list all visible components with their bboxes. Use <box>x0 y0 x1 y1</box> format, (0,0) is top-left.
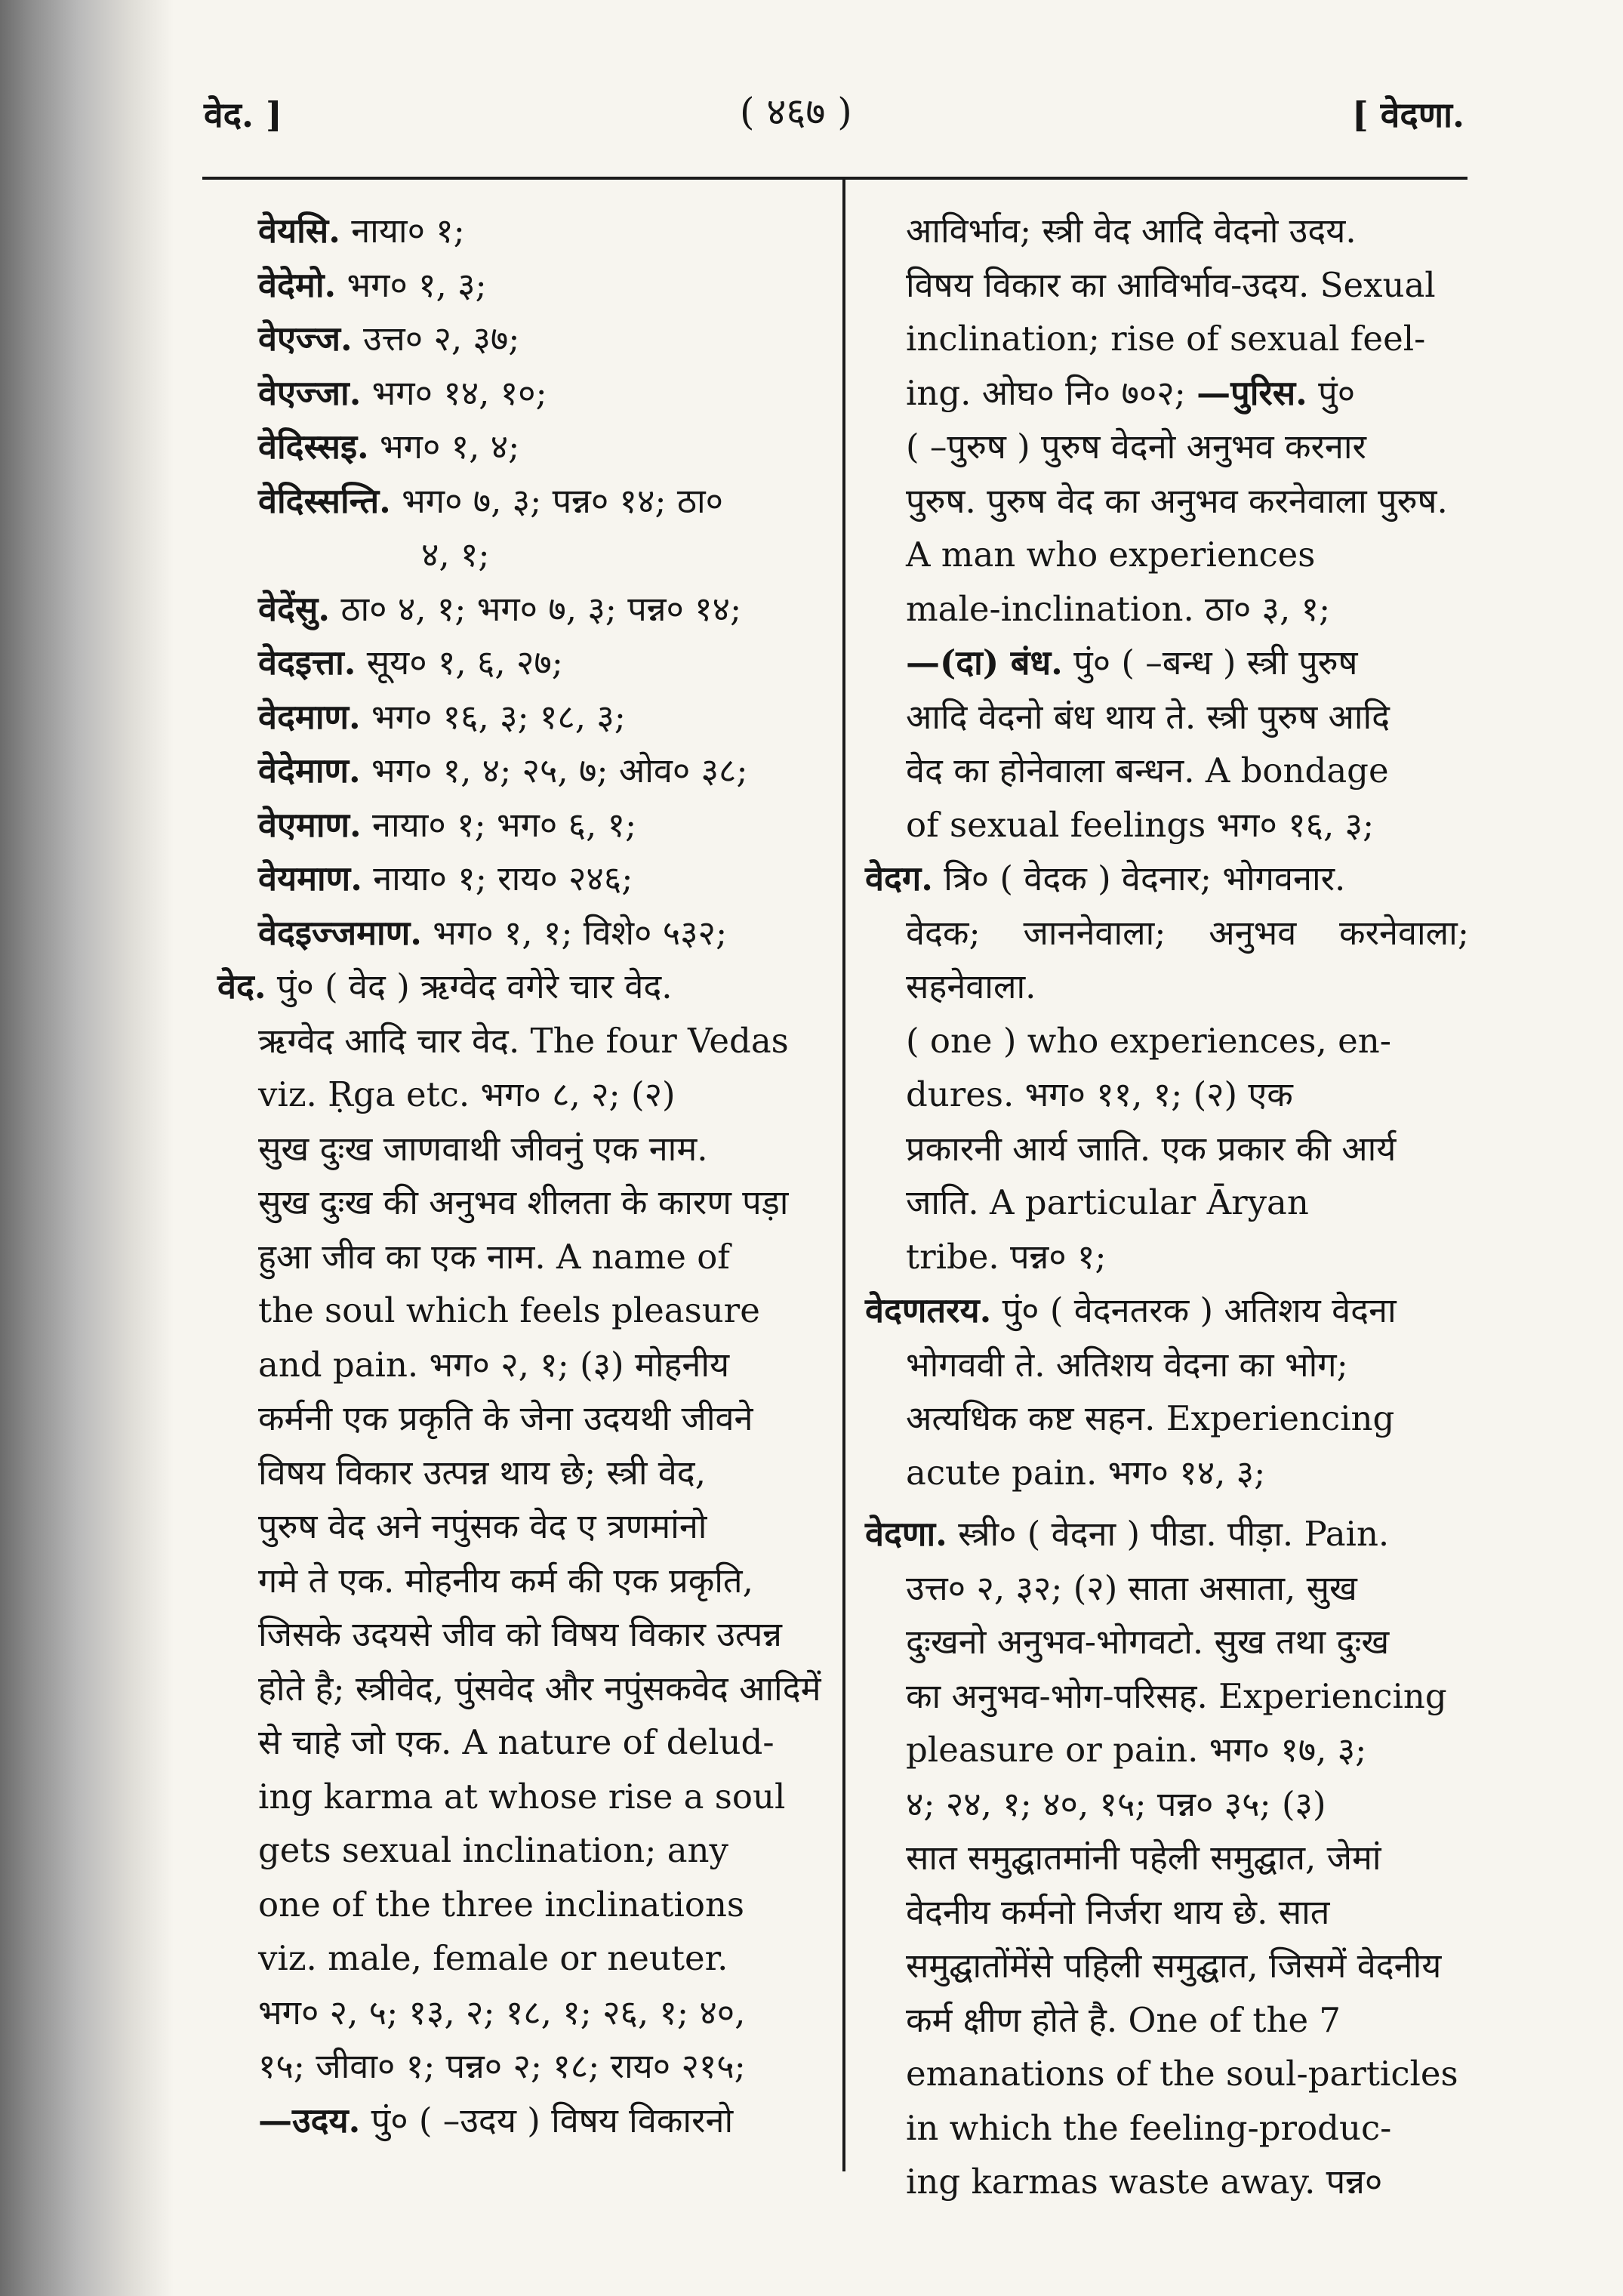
entry-line: कर्म क्षीण होते है. One of the 7 <box>906 1999 1341 2040</box>
entry-line: वेदनीय कर्मनो निर्जरा थाय छे. सात <box>906 1891 1330 1932</box>
entry-ved-line: and pain. भग० २, १; (३) मोहनीय <box>258 1344 730 1385</box>
entry-line: वेएज्जा. भग० १४, १०; <box>258 372 547 413</box>
entry-line: भोगववी ते. अतिशय वेदना का भोग; <box>906 1344 1348 1385</box>
entry-vedaga-headline: वेदग. त्रि० ( वेदक ) वेदनार; भोगवनार. <box>865 858 1346 898</box>
entry-line: male-inclination. ठा० ३, १; <box>906 588 1331 629</box>
entry-ved-line: gets sexual inclination; any <box>258 1830 728 1870</box>
entry-ved-line: viz. Ṛga etc. भग० ८, २; (२) <box>258 1074 676 1114</box>
entry-line: ing karmas waste away. पन्न० <box>906 2162 1383 2202</box>
entry-line: वेएज्ज. उत्त० २, ३७; <box>258 319 520 359</box>
entry-line: वेदिस्सइ. भग० १, ४; <box>258 427 520 467</box>
entry-vedanataraya-headline: वेदणतरय. पुं० ( वेदनतरक ) अतिशय वेदना <box>865 1290 1397 1330</box>
entry-line: acute pain. भग० १४, ३; <box>906 1452 1266 1493</box>
right-column <box>865 204 1469 2209</box>
entry-line: dures. भग० ११, १; (२) एक <box>906 1074 1293 1114</box>
header-rule <box>202 177 1467 180</box>
entry-line: of sexual feelings भग० १६, ३; <box>906 804 1375 845</box>
entry-purisa-headline: ing. ओघ० नि० ७०२; —पुरिस. पुं० <box>906 372 1356 413</box>
entry-line: वेदइत्ता. सूय० १, ६, २७; <box>258 643 563 683</box>
entry-ved-line: हुआ जीव का एक नाम. A name of <box>258 1236 730 1277</box>
entry-line: वेदेंसु. ठा० ४, १; भग० ७, ३; पन्न० १४; <box>258 588 742 629</box>
entry-line: वेदक; जाननेवाला; अनुभव करनेवाला; सहनेवाला. <box>906 912 1469 1006</box>
entry-line: emanations of the soul-particles <box>906 2054 1458 2094</box>
entry-line: सात समुद्घातमांनी पहेली समुद्घात, जेमां <box>906 1838 1381 1878</box>
entry-ved-line: viz. male, female or neuter. <box>258 1938 728 1978</box>
entry-line: जाति. A particular Āryan <box>906 1182 1309 1222</box>
entry-line: inclination; rise of sexual feel- <box>906 319 1426 359</box>
entry-bandha-headline: —(दा) बंध. पुं० ( –बन्ध ) स्त्री पुरुष <box>906 643 1358 683</box>
entry-line: वेदेमाण. भग० १, ४; २५, ७; ओव० ३८; <box>258 750 748 791</box>
entry-line: वेदेमो. भग० १, ३; <box>258 264 487 305</box>
entry-line: वेदमाण. भग० १६, ३; १८, ३; <box>258 696 626 737</box>
entry-ved-line: कर्मनी एक प्रकृति के जेना उदयथी जीवने <box>258 1398 753 1438</box>
entry-line: A man who experiences <box>906 535 1316 575</box>
header-right-guideword: [ वेदणा. <box>1352 94 1464 135</box>
header-left-guideword: वेद. ] <box>204 94 282 135</box>
entry-ved-line: १५; जीवा० १; पन्न० २; १८; राय० २१५; <box>258 2046 746 2086</box>
left-column <box>217 204 829 2147</box>
entry-line: आविर्भाव; स्त्री वेद आदि वेदनो उदय. <box>906 211 1357 251</box>
entry-vedana-headline: वेदणा. स्त्री० ( वेदना ) पीडा. पीड़ा. Pain. <box>865 1514 1390 1554</box>
entry-ved-line: होते है; स्त्रीवेद, पुंसवेद और नपुंसकवेद आदिमें <box>258 1668 821 1709</box>
scan-binding-shadow <box>0 0 174 2296</box>
entry-line: पुरुष. पुरुष वेद का अनुभव करनेवाला पुरुष. <box>906 480 1448 521</box>
entry-line: वेयमाण. नाया० १; राय० २४६; <box>258 858 633 898</box>
entry-ved-line: ing karma at whose rise a soul <box>258 1776 786 1817</box>
entry-ved-line: से चाहे जो एक. A nature of delud- <box>258 1722 775 1762</box>
entry-line: वेद का होनेवाला बन्धन. A bondage <box>906 750 1389 791</box>
page-header <box>204 76 1464 143</box>
entry-ved-headline: वेद. पुं० ( वेद ) ऋग्वेद वगेरे चार वेद. <box>217 966 673 1006</box>
entry-line: वेदइज्जमाण. भग० १, १; विशे० ५३२; <box>258 912 728 953</box>
entry-ved-line: विषय विकार उत्पन्न थाय छे; स्त्री वेद, <box>258 1452 707 1493</box>
entry-line: विषय विकार का आविर्भाव-उदय. Sexual <box>906 264 1436 305</box>
entry-ved-line: पुरुष वेद अने नपुंसक वेद ए त्रणमांनो <box>258 1506 707 1546</box>
entry-line: वेएमाण. नाया० १; भग० ६, १; <box>258 804 637 845</box>
entry-ved-line: भग० २, ५; १३, २; १८, १; २६, १; ४०, <box>258 1992 746 2032</box>
entry-line-continued: ४, १; <box>421 535 490 575</box>
entry-line: वेयसि. नाया० १; <box>258 211 465 251</box>
entry-ved-line: the soul which feels pleasure <box>258 1290 760 1330</box>
entry-line: ४; २४, १; ४०, १५; पन्न० ३५; (३) <box>906 1783 1326 1824</box>
entry-line: pleasure or pain. भग० १७, ३; <box>906 1730 1367 1770</box>
entry-line: अत्यधिक कष्ट सहन. Experiencing <box>906 1398 1395 1438</box>
entry-line: वेदिस्सन्ति. भग० ७, ३; पन्न० १४; ठा० <box>258 480 724 521</box>
entry-ved-line: सुख दुःख जाणवाथी जीवनुं एक नाम. <box>258 1128 708 1169</box>
entry-ved-line: सुख दुःख की अनुभव शीलता के कारण पड़ा <box>258 1182 789 1222</box>
entry-line: समुद्घातोंमेंसे पहिली समुद्घात, जिसमें वेदनीय <box>906 1946 1442 1986</box>
entry-line: in which the feeling-produc- <box>906 2107 1392 2148</box>
entry-line: का अनुभव-भोग-परिसह. Experiencing <box>906 1675 1447 1716</box>
entry-line: ( one ) who experiences, en- <box>906 1020 1391 1061</box>
entry-line: प्रकारनी आर्य जाति. एक प्रकार की आर्य <box>906 1128 1397 1169</box>
entry-line: दुःखनो अनुभव-भोगवटो. सुख तथा दुःख <box>906 1622 1390 1662</box>
page-number: ( ४६७ ) <box>740 90 852 134</box>
entry-ved-line: गमे ते एक. मोहनीय कर्म की एक प्रकृति, <box>258 1560 753 1601</box>
entry-ved-subentry: —उदय. पुं० ( –उदय ) विषय विकारनो <box>258 2100 734 2140</box>
entry-ved-line: जिसके उदयसे जीव को विषय विकार उत्पन्न <box>258 1614 782 1654</box>
entry-ved-line: ऋग्वेद आदि चार वेद. The four Vedas <box>258 1020 789 1061</box>
entry-line: आदि वेदनो बंध थाय ते. स्त्री पुरुष आदि <box>906 696 1390 737</box>
entry-line: tribe. पन्न० १; <box>906 1236 1107 1277</box>
entry-line: उत्त० २, ३२; (२) साता असाता, सुख <box>906 1567 1357 1608</box>
entry-ved-line: one of the three inclinations <box>258 1884 745 1925</box>
entry-line: ( –पुरुष ) पुरुष वेदनो अनुभव करनार <box>906 427 1366 467</box>
column-divider <box>842 178 845 2171</box>
